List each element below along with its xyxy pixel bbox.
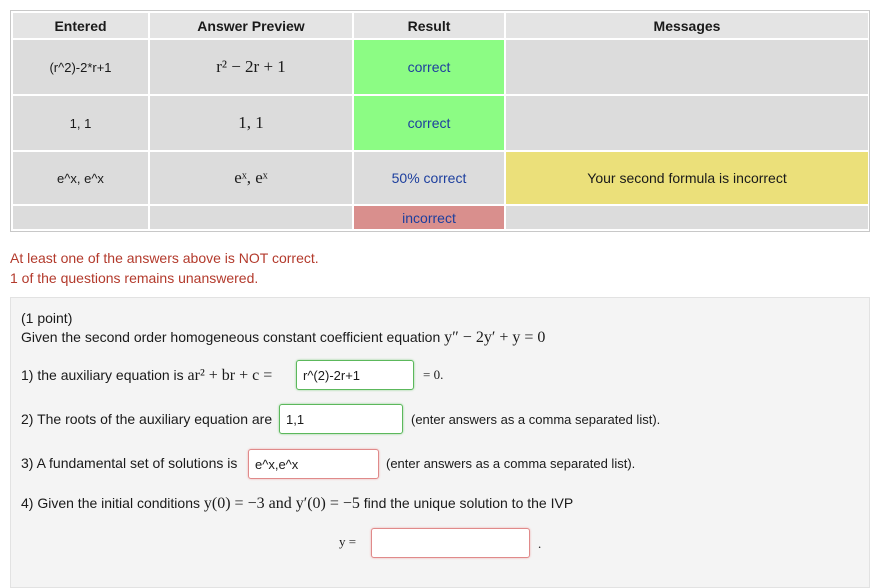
row3-entered: e^x, e^x	[13, 152, 148, 204]
row3-preview: eˣ, eˣ	[150, 152, 352, 204]
q1-answer-input[interactable]: r^(2)-2r+1	[296, 360, 414, 390]
differential-equation: y″ − 2y′ + y = 0	[444, 329, 546, 346]
q2-answer-input[interactable]: 1,1	[279, 404, 403, 434]
q4-period: .	[538, 536, 542, 551]
header-result: Result	[354, 13, 504, 38]
question-2: 2) The roots of the auxiliary equation are	[21, 411, 273, 427]
problem-points: (1 point)	[21, 310, 73, 326]
q4-conditions: y(0) = −3 and y′(0) = −5	[203, 495, 360, 512]
row4-result: incorrect	[354, 206, 504, 229]
q2-hint: (enter answers as a comma separated list).	[411, 412, 661, 427]
not-correct-message: At least one of the answers above is NOT correct.	[10, 250, 319, 266]
row3-result: 50% correct	[354, 152, 504, 204]
row2-preview: 1, 1	[150, 96, 352, 150]
row2-message	[506, 96, 868, 150]
q4-label: y =	[339, 534, 357, 549]
row3-message: Your second formula is incorrect	[506, 152, 868, 204]
header-answer-preview: Answer Preview	[150, 13, 352, 38]
header-messages: Messages	[506, 13, 868, 38]
q4-prefix: 4) Given the initial conditions	[21, 495, 200, 511]
statement-text: Given the second order homogeneous constant coefficient equation	[21, 329, 441, 345]
row4-message	[506, 206, 868, 229]
question-1	[21, 367, 272, 385]
q1-equation: ar² + br + c =	[187, 367, 273, 384]
row1-entered: (r^2)-2*r+1	[13, 40, 148, 94]
row2-entered: 1, 1	[13, 96, 148, 150]
row1-preview: r² − 2r + 1	[150, 40, 352, 94]
problem-statement	[21, 329, 545, 347]
row2-result: correct	[354, 96, 504, 150]
unanswered-message: 1 of the questions remains unanswered.	[10, 270, 259, 286]
q1-prefix: 1) the auxiliary equation is	[21, 367, 184, 383]
question-3: 3) A fundamental set of solutions is	[21, 455, 238, 471]
q3-answer-input[interactable]: e^x,e^x	[248, 449, 379, 479]
q4-suffix: find the unique solution to the IVP	[363, 495, 574, 511]
row1-message	[506, 40, 868, 94]
q4-answer-input[interactable]	[371, 528, 530, 558]
results-table	[10, 10, 870, 232]
question-4	[21, 495, 573, 513]
row4-preview	[150, 206, 352, 229]
header-entered: Entered	[13, 13, 148, 38]
row1-result: correct	[354, 40, 504, 94]
row4-entered	[13, 206, 148, 229]
q1-suffix: = 0.	[423, 367, 444, 382]
q3-hint: (enter answers as a comma separated list).	[386, 456, 636, 471]
problem-panel	[10, 297, 870, 588]
